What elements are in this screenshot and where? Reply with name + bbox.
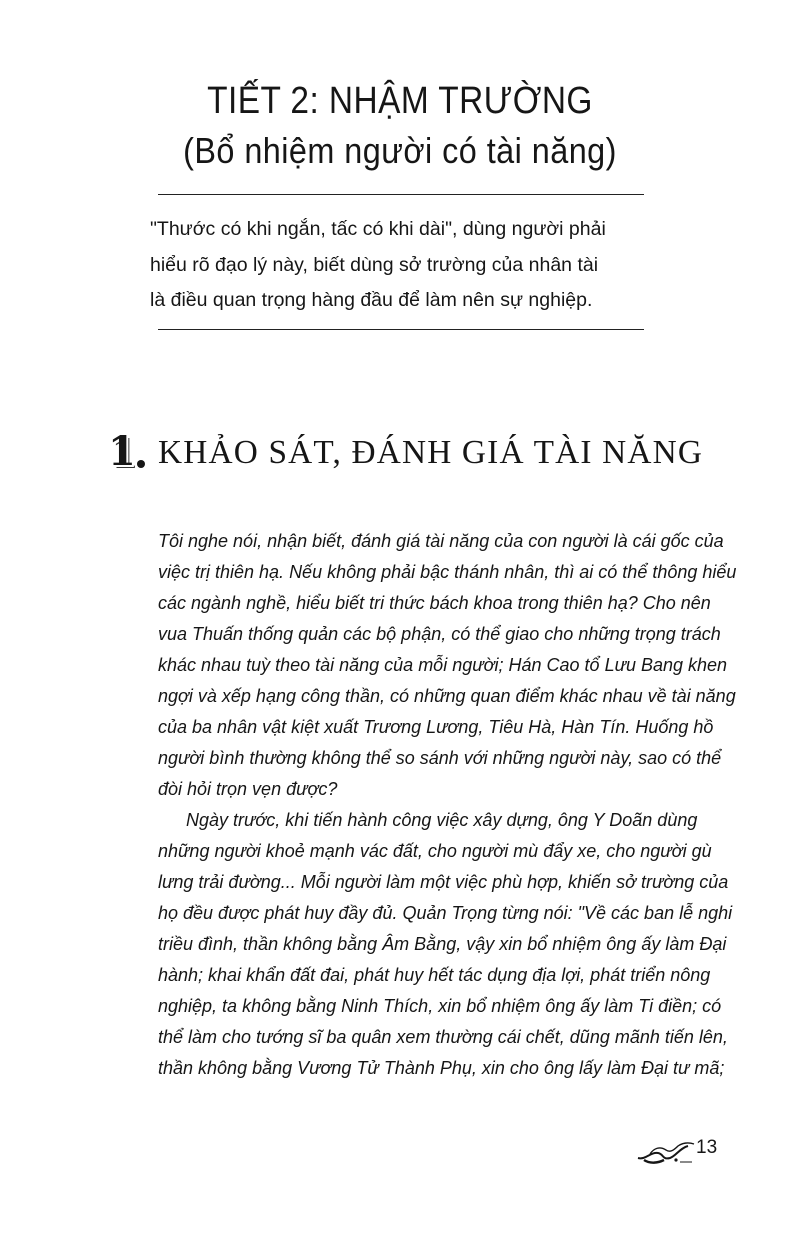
body-line: Ngày trước, khi tiến hành công việc xây dựng, ông Y Doãn dùng xyxy=(186,810,698,830)
section-title: KHẢO SÁT, ĐÁNH GIÁ TÀI NĂNG xyxy=(158,434,704,471)
body-text xyxy=(158,526,737,1084)
epigraph-line: là điều quan trọng hàng đầu để làm nên sự nghiệp. xyxy=(150,289,593,311)
epigraph xyxy=(150,212,650,319)
body-line: thể làm cho tướng sĩ ba quân xem thường cái chết, dũng mãnh tiến lên, xyxy=(158,1027,728,1047)
body-line: đòi hỏi trọn vẹn được? xyxy=(158,779,338,799)
body-line: người bình thường không thể so sánh với những người này, sao có thể xyxy=(158,748,722,768)
section-number: 1 xyxy=(108,428,136,475)
body-line: các ngành nghề, hiểu biết tri thức bách khoa trong thiên hạ? Cho nên xyxy=(158,593,711,613)
body-line: hành; khai khẩn đất đai, phát huy hết tác dụng địa lợi, phát triển nông xyxy=(158,965,711,985)
epigraph-line: "Thước có khi ngắn, tấc có khi dài", dùng người phải xyxy=(150,218,606,240)
body-line: của ba nhân vật kiệt xuất Trương Lương, Tiêu Hà, Hàn Tín. Huống hồ xyxy=(158,717,714,737)
chapter-subtitle: (Bổ nhiệm người có tài năng) xyxy=(183,130,617,171)
body-line: những người khoẻ mạnh vác đất, cho người mù đẩy xe, cho người gù xyxy=(158,841,712,861)
body-line: vua Thuấn thống quản các bộ phận, có thể giao cho những trọng trách xyxy=(158,624,721,644)
epigraph-line: hiểu rõ đạo lý này, biết dùng sở trường của nhân tài xyxy=(150,253,599,276)
body-line: Tôi nghe nói, nhận biết, đánh giá tài năng của con người là cái gốc của xyxy=(158,531,724,551)
body-line: triều đình, thần không bằng Âm Bằng, vậy xin bổ nhiệm ông ấy làm Đại xyxy=(158,934,727,954)
chapter-title: TIẾT 2: NHẬM TRƯỜNG xyxy=(207,80,593,122)
section-number-dot xyxy=(137,460,145,468)
epigraph-bottom-divider xyxy=(158,329,644,330)
page-number: 13 xyxy=(696,1137,718,1158)
body-line: họ đều được phát huy đầy đủ. Quản Trọng từng nói: "Về các ban lễ nghi xyxy=(158,903,733,923)
body-line: nghiệp, ta không bằng Ninh Thích, xin bổ nhiệm ông ấy làm Ti điền; có xyxy=(158,996,722,1016)
body-line: lưng trải đường... Mỗi người làm một việc phù hợp, khiến sở trường của xyxy=(158,872,729,892)
body-line: việc trị thiên hạ. Nếu không phải bậc thánh nhân, thì ai có thể thông hiểu xyxy=(158,562,737,582)
body-line: thần không bằng Vương Tử Thành Phụ, xin cho ông lấy làm Đại tư mã; xyxy=(158,1058,725,1078)
epigraph-top-divider xyxy=(158,194,644,195)
body-line: khác nhau tuỳ theo tài năng của mỗi người; Hán Cao tổ Lưu Bang khen xyxy=(158,655,728,675)
body-line: ngợi và xếp hạng công thần, có những quan điểm khác nhau về tài năng xyxy=(158,686,736,706)
flourish-ornament-icon xyxy=(636,1138,696,1166)
